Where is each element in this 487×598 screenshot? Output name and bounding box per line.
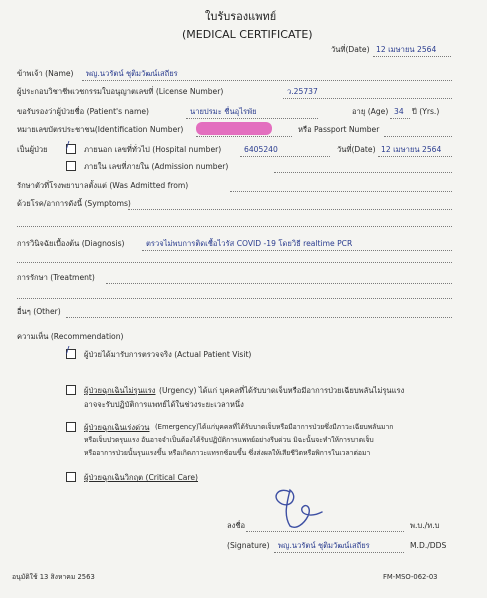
- age-unit: ปี (Yrs.): [412, 107, 440, 116]
- treatment-label: การรักษา (Treatment): [17, 273, 95, 282]
- sign-dotted-line: [246, 531, 404, 532]
- title-thai: ใบรับรองแพทย์: [205, 10, 277, 23]
- id-dotted-line: [196, 136, 292, 137]
- urgency-checkbox[interactable]: [66, 385, 76, 395]
- id-label: หมายเลขบัตรประชาชน(Identification Number): [17, 125, 184, 134]
- treatment-dotted-line-2: [17, 298, 452, 299]
- age-value: 34: [394, 107, 404, 116]
- license-dotted-line: [283, 98, 452, 99]
- degree-english: M.D./DDS: [410, 541, 447, 550]
- urgency-title: ผู้ป่วยฉุกเฉินไม่รุนแรง: [84, 386, 156, 395]
- outpatient-date-dotted-line: [378, 156, 452, 157]
- inpatient-label: ภายใน เลขที่ภายใน (Admission number): [84, 162, 229, 171]
- treatment-dotted-line: [106, 283, 452, 284]
- other-dotted-line: [66, 317, 452, 318]
- name-value: พญ.นวรัตน์ ชุติมวัฒน์เสถียร: [86, 69, 178, 78]
- symptoms-dotted-line-2: [17, 226, 452, 227]
- redaction-mark: [196, 122, 272, 135]
- critical-care-checkbox[interactable]: [66, 472, 76, 482]
- diagnosis-dotted-line-2: [17, 262, 452, 263]
- actual-visit-check-mark: /: [66, 345, 70, 356]
- emergency-title: ผู้ป่วยฉุกเฉินเร่งด่วน: [84, 423, 150, 432]
- symptoms-label: ด้วยโรค/อาการดังนี้ (Symptoms): [17, 199, 131, 208]
- urgency-line-2: อาจจะรับปฏิบัติการแพทย์ได้ในช่วงระยะเวลาหนึ่ง: [84, 400, 244, 409]
- name-dotted-line: [82, 80, 452, 81]
- urgency-line-1: (Urgency) ได้แก่ บุคคลที่ได้รับบาดเจ็บหรือมีอาการป่วยเฉียบพลันไม่รุนแรง: [159, 386, 405, 395]
- diagnosis-dotted-line: [142, 250, 452, 251]
- title-english: (MEDICAL CERTIFICATE): [182, 28, 313, 41]
- license-value: ว.25737: [287, 87, 318, 96]
- critical-care-label: ผู้ป่วยฉุกเฉินวิกฤต (Critical Care): [84, 473, 198, 482]
- signature-name: พญ.นวรัตน์ ชุติมวัฒน์เสถียร: [278, 541, 370, 550]
- other-label: อื่นๆ (Other): [17, 307, 61, 316]
- emergency-line-3: หรืออาการป่วยนั้นรุนแรงขึ้น หรือเกิดภาวะแทรกซ้อนขึ้น ซึ่งส่งผลให้เสียชีวิตหรือพิการในเวลาต่อมา: [84, 449, 371, 457]
- outpatient-label: ภายนอก เลขที่ทั่วไป (Hospital number): [84, 145, 222, 154]
- license-label: ผู้ประกอบวิชาชีพเวชกรรมใบอนุญาตเลขที่ (License Number): [17, 87, 224, 96]
- signature-name-dotted-line: [274, 552, 404, 553]
- diagnosis-label: การวินิจฉัยเบื้องต้น (Diagnosis): [17, 239, 125, 248]
- inpatient-dotted-line: [274, 172, 452, 173]
- emergency-line-2: หรือเจ็บปวดรุนแรง อันอาจจำเป็นต้องได้รับปฏิบัติการแพทย์อย่างรีบด่วน มิฉะนั้นจะทำให้การบาดเจ็บ: [84, 436, 374, 444]
- outpatient-check-mark: /: [66, 140, 70, 151]
- emergency-checkbox[interactable]: [66, 422, 76, 432]
- handwritten-signature: [260, 478, 330, 532]
- outpatient-value: 6405240: [244, 145, 278, 154]
- passport-dotted-line: [384, 136, 452, 137]
- outpatient-date-label: วันที่(Date): [337, 145, 376, 154]
- symptoms-dotted-line: [128, 209, 452, 210]
- admitted-label: รักษาตัวที่โรงพยาบาลตั้งแต่ (Was Admitted from): [17, 181, 189, 190]
- name-label: ข้าพเจ้า (Name): [17, 69, 74, 78]
- patient-dotted-line: [186, 118, 318, 119]
- degree-thai: พ.บ./ท.บ: [410, 521, 440, 530]
- actual-visit-label: ผู้ป่วยได้มารับการตรวจจริง (Actual Patient Visit): [84, 350, 252, 359]
- admitted-dotted-line: [230, 191, 452, 192]
- date-value: 12 เมษายน 2564: [376, 45, 437, 54]
- outpatient-date-value: 12 เมษายน 2564: [381, 145, 442, 154]
- signature-label: (Signature): [227, 541, 270, 550]
- recommendation-label: ความเห็น (Recommendation): [17, 332, 124, 341]
- outpatient-dotted-line: [240, 156, 330, 157]
- patient-label: ขอรับรองว่าผู้ป่วยชื่อ (Patient's name): [17, 107, 149, 116]
- date-label: วันที่(Date): [331, 45, 370, 54]
- emergency-line-1: (Emergency)ได้แก่บุคคลที่ได้รับบาดเจ็บหรือมีอาการป่วยซึ่งมีภาวะเฉียบพลันมาก: [155, 423, 394, 431]
- approval-note: อนุมัติใช้ 13 สิงหาคม 2563: [12, 573, 95, 581]
- inpatient-checkbox[interactable]: [66, 161, 76, 171]
- sign-label: ลงชื่อ: [227, 521, 246, 530]
- age-dotted-line: [390, 118, 410, 119]
- form-code: FM-MSO-062-03: [383, 573, 438, 581]
- patient-type-label: เป็นผู้ป่วย: [17, 145, 48, 154]
- age-label: อายุ (Age): [352, 107, 389, 116]
- date-dotted-line: [373, 56, 451, 57]
- patient-value: นายปรมะ ชื่นอุไรพัย: [190, 107, 257, 116]
- passport-label: หรือ Passport Number: [298, 125, 380, 134]
- diagnosis-value: ตรวจไม่พบการติดเชื้อไวรัส COVID -19 โดยวิธี realtime PCR: [146, 239, 353, 248]
